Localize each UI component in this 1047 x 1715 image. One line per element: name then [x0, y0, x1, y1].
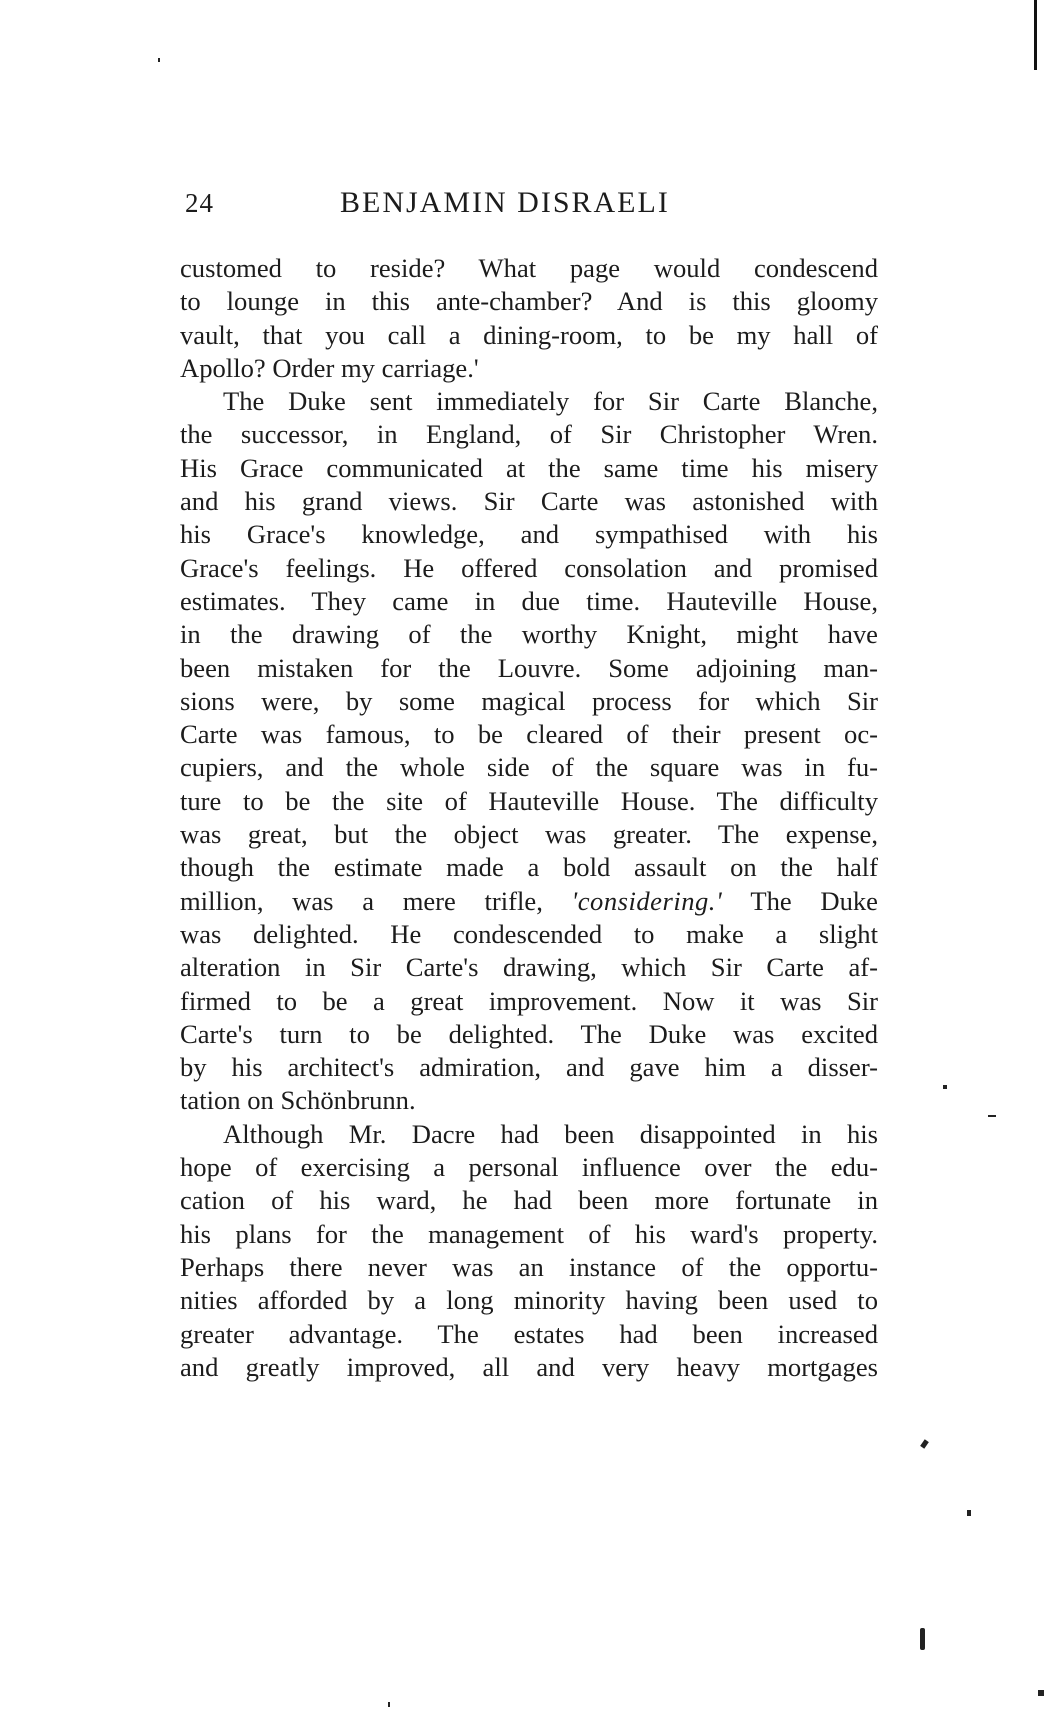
text-line: Carte's turn to be delighted. The Duke was excited — [180, 1018, 878, 1049]
text-line: His Grace communicated at the same time his misery — [180, 452, 878, 483]
running-title: BENJAMIN DISRAELI — [340, 186, 670, 219]
scan-speck — [920, 1628, 925, 1650]
text-line: cupiers, and the whole side of the square was in fu- — [180, 752, 878, 783]
text-line: vault, that you call a dining-room, to be my hall of — [180, 319, 878, 350]
italic-word: 'considering.' — [571, 885, 723, 916]
text-line-mixed — [180, 885, 878, 918]
paragraph-start-line: The Duke sent immediately for Sir Carte Blanche, — [223, 386, 878, 417]
scan-speck — [967, 1510, 971, 1516]
text-line: alteration in Sir Carte's drawing, which Sir Carte af- — [180, 952, 878, 983]
text-line: the successor, in England, of Sir Christopher Wren. — [180, 419, 878, 450]
page-number: 24 — [185, 188, 214, 218]
text-line: though the estimate made a bold assault on the half — [180, 852, 878, 883]
text-line: and his grand views. Sir Carte was astonished with — [180, 486, 878, 517]
text-line: in the drawing of the worthy Knight, might have — [180, 619, 878, 650]
scan-speck — [388, 1702, 390, 1707]
running-head — [185, 188, 875, 228]
text-line: ture to be the site of Hauteville House. The difficulty — [180, 785, 878, 816]
text-line: customed to reside? What page would condescend — [180, 253, 878, 283]
text-line: was great, but the object was greater. The expense, — [180, 819, 878, 850]
line-tail-text: The Duke — [750, 885, 878, 916]
scan-speck — [988, 1115, 996, 1117]
text-line: to lounge in this ante-chamber? And is this gloomy — [180, 286, 878, 317]
text-line: hope of exercising a personal influence over the edu- — [180, 1152, 878, 1183]
text-line: was delighted. He condescended to make a slight — [180, 918, 878, 949]
text-line: sions were, by some magical process for which Sir — [180, 685, 878, 716]
text-line: been mistaken for the Louvre. Some adjoining man- — [180, 652, 878, 683]
scan-speck — [943, 1085, 947, 1089]
text-line: firmed to be a great improvement. Now it was Sir — [180, 985, 878, 1016]
paragraph-start-line: Although Mr. Dacre had been disappointed in his — [223, 1118, 878, 1149]
scan-speck — [1038, 1690, 1044, 1696]
text-line: tation on Schönbrunn. — [180, 1085, 416, 1116]
text-line: his plans for the management of his ward's property. — [180, 1218, 878, 1249]
scan-speck — [920, 1439, 929, 1448]
text-line: and greatly improved, all and very heavy mortgages — [180, 1351, 878, 1382]
text-line: greater advantage. The estates had been increased — [180, 1318, 878, 1349]
scan-speck — [158, 58, 160, 62]
text-line: estimates. They came in due time. Hauteville House, — [180, 585, 878, 616]
text-line: nities afforded by a long minority having been used to — [180, 1285, 878, 1316]
text-line: by his architect's admiration, and gave him a disser- — [180, 1052, 878, 1083]
text-line: Grace's feelings. He offered consolation and promised — [180, 552, 878, 583]
text-line: cation of his ward, he had been more fortunate in — [180, 1185, 878, 1216]
line-lead-text: million, was a mere trifle, — [180, 885, 543, 916]
text-line: his Grace's knowledge, and sympathised with his — [180, 519, 878, 550]
text-line: Perhaps there never was an instance of the opportu- — [180, 1251, 878, 1282]
body-text — [180, 252, 878, 1384]
text-line: Apollo? Order my carriage.' — [180, 352, 479, 383]
scan-edge-mark — [1034, 0, 1037, 70]
text-line: Carte was famous, to be cleared of their present oc- — [180, 719, 878, 750]
